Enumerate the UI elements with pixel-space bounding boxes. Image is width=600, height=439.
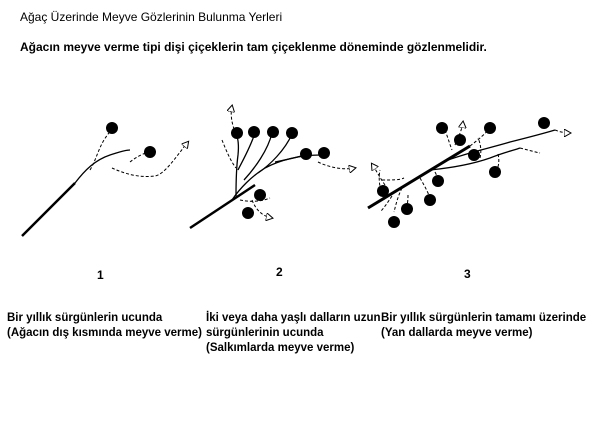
- figure-1-fruit-bud: [106, 122, 118, 134]
- figure-3-fruit-bud: [432, 175, 444, 187]
- figure-2-fruit-bud: [267, 126, 279, 138]
- figure-3-fruit-bud: [489, 166, 501, 178]
- page-subtitle: Ağacın meyve verme tipi dişi çiçeklerin tam çiçeklenme döneminde gözlenmelidir.: [20, 40, 487, 54]
- figure-2-tree: [190, 106, 355, 228]
- figure-3-fruit-bud: [388, 216, 400, 228]
- figure-2-caption-line: (Salkımlarda meyve verme): [206, 342, 355, 354]
- figure-1-fruit-bud: [144, 146, 156, 158]
- figure-2-number: 2: [276, 265, 283, 279]
- figure-3-branch: [448, 130, 555, 160]
- figure-1-main-branch: [22, 183, 75, 236]
- figure-3-fruit-bud: [424, 194, 436, 206]
- figure-1-branch: [75, 150, 130, 183]
- figure-3-fruit-bud: [538, 117, 550, 129]
- figure-1-caption-line: Bir yıllık sürgünlerin ucunda: [7, 312, 163, 324]
- figure-3-caption: [381, 311, 586, 341]
- figure-2-caption-line: sürgünlerinin ucunda: [206, 327, 324, 339]
- figure-1-caption-line: (Ağacın dış kısmında meyve verme): [7, 327, 202, 339]
- figure-3-fruit-bud: [484, 122, 496, 134]
- figure-2-caption-line: İki veya daha yaşlı dalların uzun: [206, 312, 381, 324]
- figure-3-shoot-arrow: [555, 130, 570, 133]
- figure-3-fruit-bud: [377, 185, 389, 197]
- figure-2-shoot: [222, 140, 236, 168]
- figure-3-fruit-bud: [401, 203, 413, 215]
- figure-2-fruit-bud: [248, 126, 260, 138]
- figure-2-fruit-bud: [242, 207, 254, 219]
- figure-1-tree: [22, 122, 188, 236]
- figure-3-fruit-bud: [454, 134, 466, 146]
- figure-3-shoot-arrow: [372, 164, 385, 185]
- figure-2-fruit-bud: [300, 148, 312, 160]
- figure-2-main-branch: [190, 185, 255, 228]
- figure-3-caption-line: Bir yıllık sürgünlerin tamamı üzerinde: [381, 312, 587, 324]
- figure-3-caption-line: (Yan dallarda meyve verme): [381, 327, 533, 339]
- figure-2-branch: [236, 134, 238, 196]
- figure-3-fruit-bud: [436, 122, 448, 134]
- figure-1-shoot: [90, 128, 112, 170]
- figure-1-caption: [7, 311, 202, 341]
- figure-2-shoot: [240, 198, 270, 201]
- figure-3-shoot: [445, 130, 452, 150]
- figure-3-number: 3: [464, 267, 471, 281]
- figure-3-shoot: [382, 178, 404, 180]
- figure-2-caption: [206, 311, 381, 356]
- figure-2-fruit-bud: [286, 127, 298, 139]
- figure-1-number: 1: [97, 268, 104, 282]
- figure-3-shoot: [520, 148, 540, 153]
- figure-3-tree: [368, 117, 570, 228]
- figure-2-shoot-arrow: [318, 162, 355, 169]
- figure-3-fruit-bud: [468, 149, 480, 161]
- figure-2-shoot-arrow: [252, 200, 272, 218]
- figure-2-fruit-bud: [318, 147, 330, 159]
- figure-2-fruit-bud: [254, 189, 266, 201]
- figure-2-branch: [238, 133, 255, 170]
- page-title: Ağaç Üzerinde Meyve Gözlerinin Bulunma Yerleri: [20, 10, 283, 24]
- figure-2-fruit-bud: [231, 127, 243, 139]
